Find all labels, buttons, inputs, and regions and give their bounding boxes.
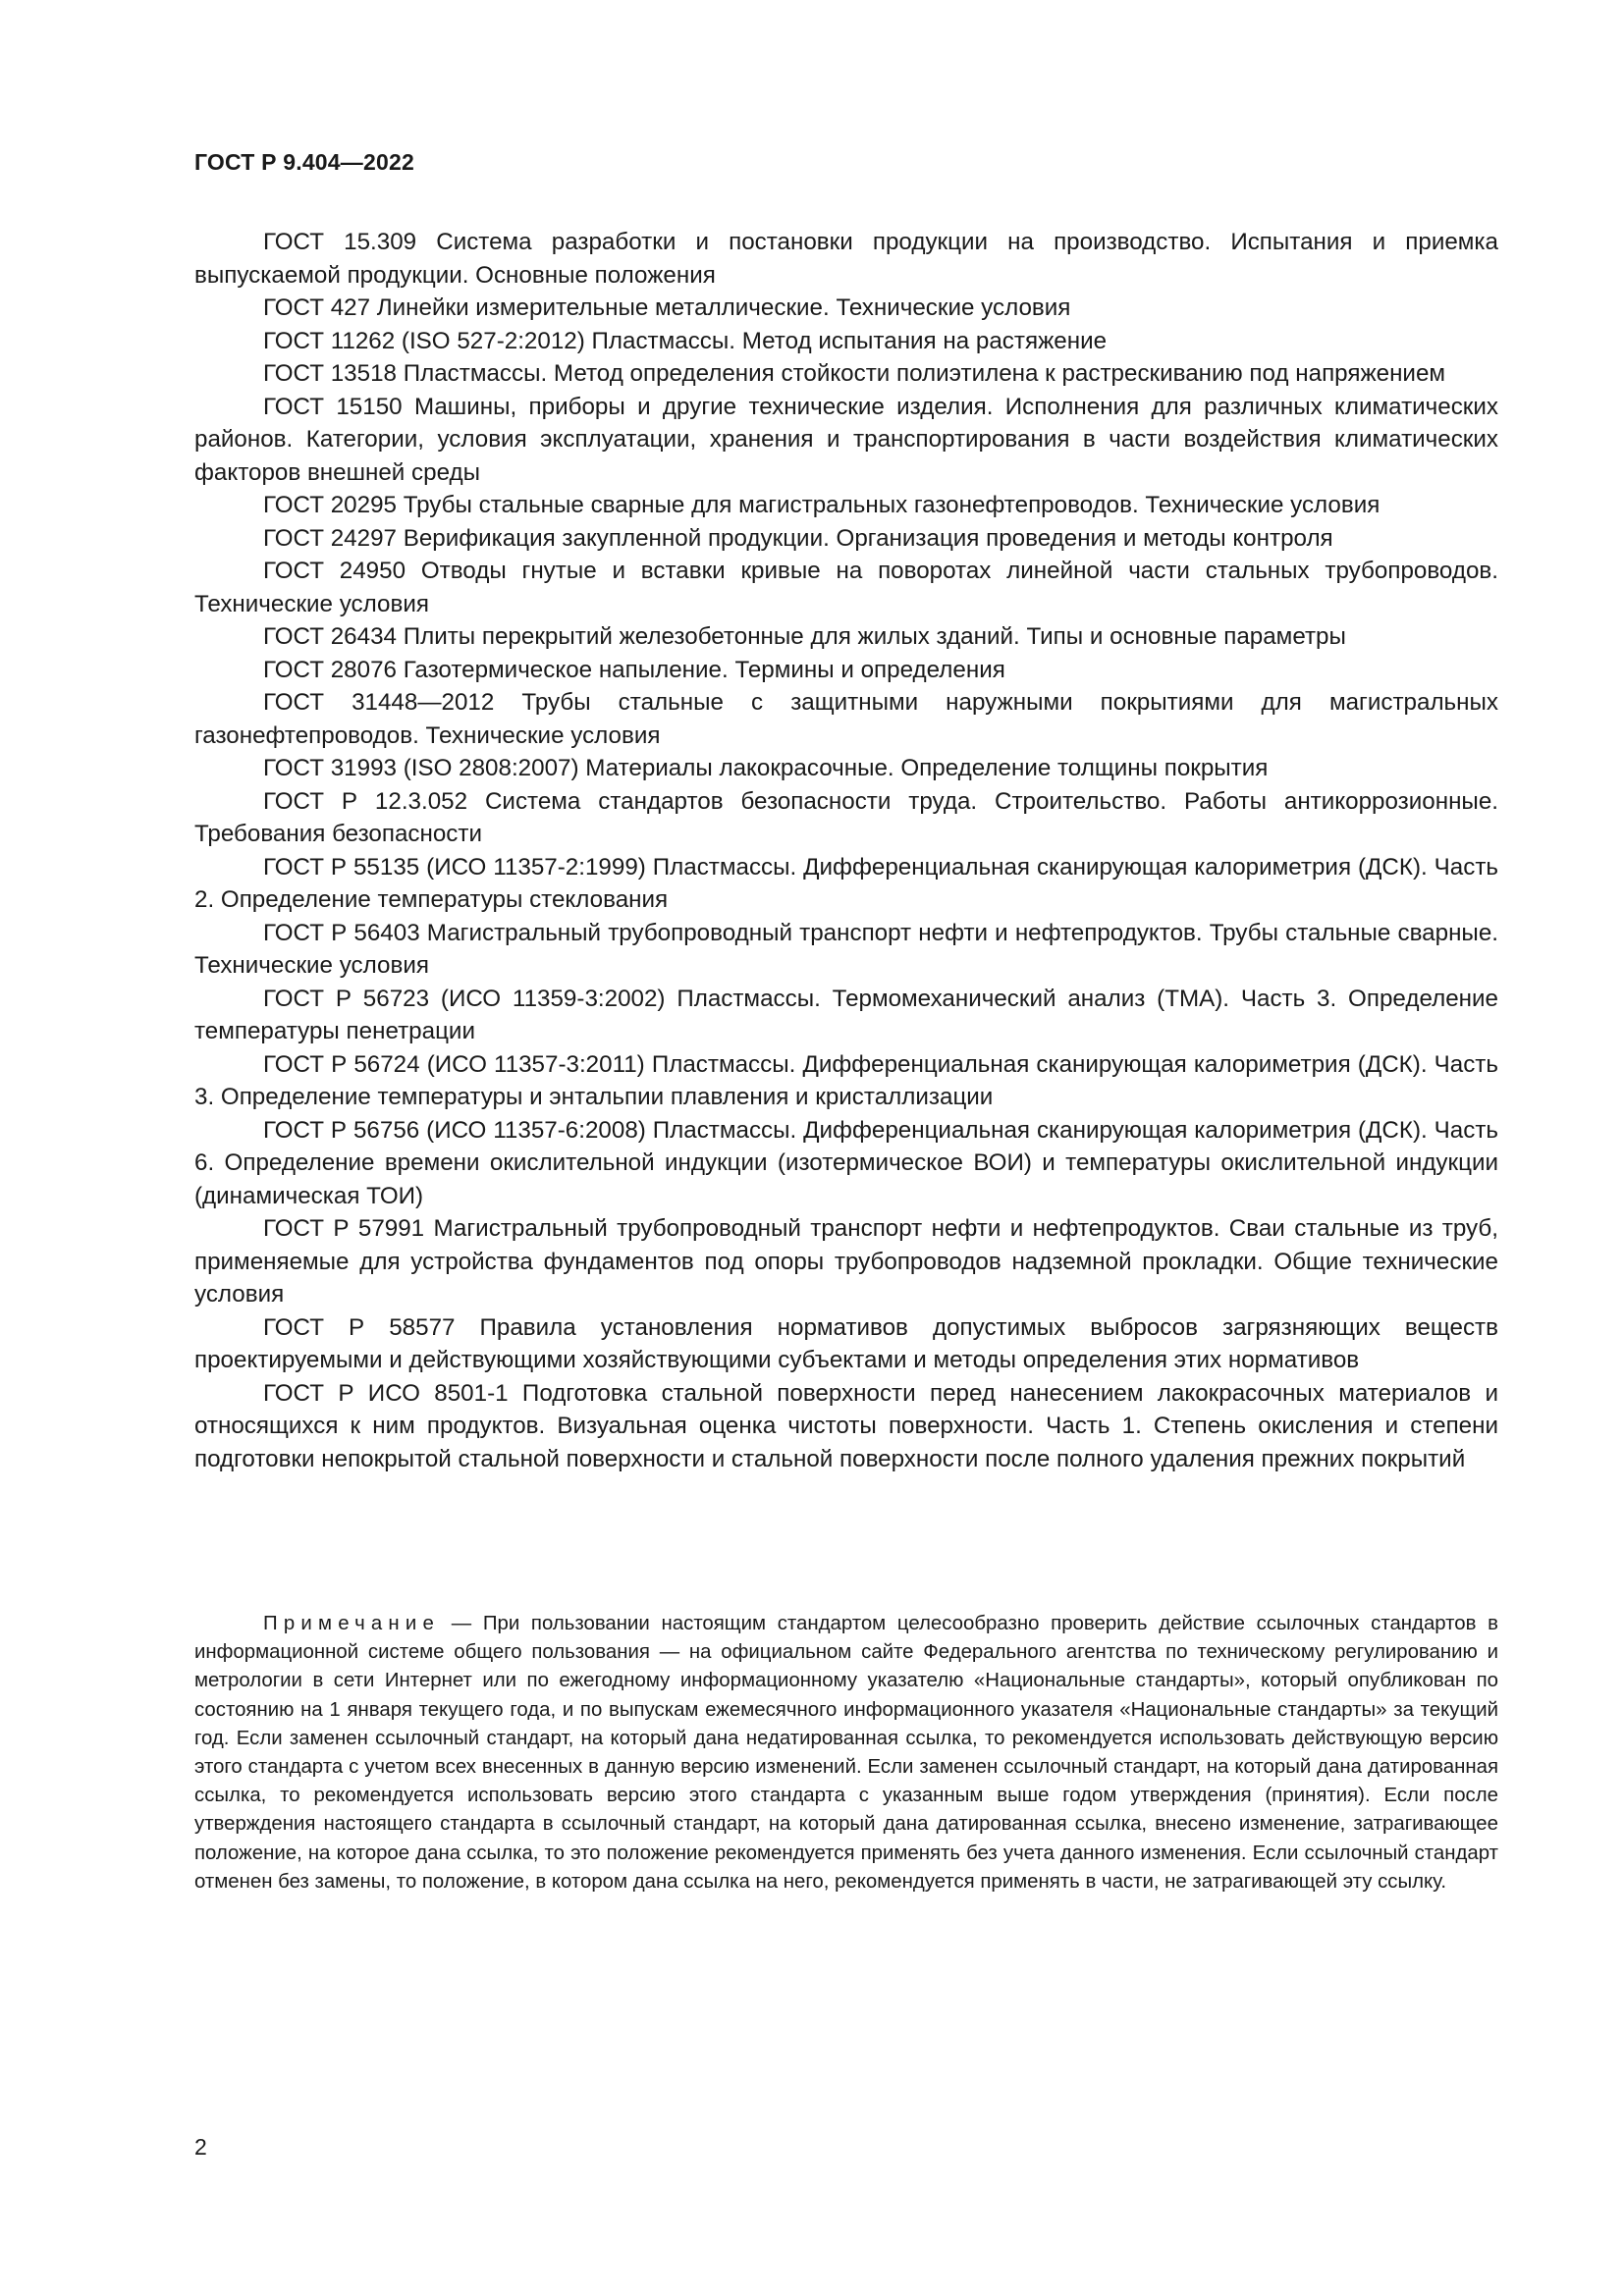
reference-item: ГОСТ 15150 Машины, приборы и другие технические изделия. Исполнения для различных климатических районов. Категории, условия эксплуатации, хранения и транспортирования в части воздействия климатических факторов внешней среды [194, 393, 1498, 486]
reference-item: ГОСТ 26434 Плиты перекрытий железобетонные для жилых зданий. Типы и основные параметры [263, 623, 1346, 650]
reference-item: ГОСТ Р 56403 Магистральный трубопроводный транспорт нефти и нефтепродуктов. Трубы стальные сварные. Технические условия [194, 919, 1498, 979]
reference-item: ГОСТ Р 57991 Магистральный трубопроводный транспорт нефти и нефтепродуктов. Сваи стальные из труб, применяемые для устройства фундаментов под опоры трубопроводов надземной прокладки. Общие технические условия [194, 1215, 1498, 1308]
reference-item: ГОСТ Р 56756 (ИСО 11357-6:2008) Пластмассы. Дифференциальная сканирующая калориметрия (ДСК). Часть 6. Определение времени окислительной индукции (изотермическое ВОИ) и температуры окислительной индукции (динамическая ТОИ) [194, 1116, 1498, 1209]
reference-item: ГОСТ Р 56723 (ИСО 11359-3:2002) Пластмассы. Термомеханический анализ (ТМА). Часть 3. Определение температуры пенетрации [194, 985, 1498, 1044]
reference-item: ГОСТ 13518 Пластмассы. Метод определения стойкости полиэтилена к растрескиванию под напряжением [263, 360, 1446, 387]
reference-item: ГОСТ Р 58577 Правила установления нормативов допустимых выбросов загрязняющих веществ проектируемыми и действующими хозяйствующими субъектами и методы определения этих нормативов [194, 1313, 1498, 1373]
reference-item: ГОСТ Р ИСО 8501-1 Подготовка стальной поверхности перед нанесением лакокрасочных материалов и относящихся к ним продуктов. Визуальная оценка чистоты поверхности. Часть 1. Степень окисления и степени подготовки непокрытой стальной поверхности и стальной поверхности после полного удаления прежних покрытий [194, 1379, 1498, 1472]
reference-item: ГОСТ 31448—2012 Трубы стальные с защитными наружными покрытиями для магистральных газонефтепроводов. Технические условия [194, 689, 1498, 749]
reference-item: ГОСТ Р 56724 (ИСО 11357-3:2011) Пластмассы. Дифференциальная сканирующая калориметрия (ДСК). Часть 3. Определение температуры и энтальпии плавления и кристаллизации [194, 1050, 1498, 1110]
reference-item: ГОСТ 20295 Трубы стальные сварные для магистральных газонефтепроводов. Технические условия [263, 492, 1380, 518]
reference-item: ГОСТ 427 Линейки измерительные металлические. Технические условия [263, 294, 1071, 321]
page-number: 2 [194, 2134, 207, 2160]
reference-item: ГОСТ 11262 (ISO 527-2:2012) Пластмассы. Метод испытания на растяжение [263, 327, 1108, 354]
reference-item: ГОСТ 24950 Отводы гнутые и вставки кривые на поворотах линейной части стальных трубопроводов. Технические условия [194, 558, 1498, 617]
reference-item: ГОСТ Р 55135 (ИСО 11357-2:1999) Пластмассы. Дифференциальная сканирующая калориметрия (ДСК). Часть 2. Определение температуры стеклования [194, 853, 1498, 913]
references-list [194, 226, 1498, 1475]
reference-item: ГОСТ 24297 Верификация закупленной продукции. Организация проведения и методы контроля [263, 524, 1333, 552]
reference-item: ГОСТ 15.309 Система разработки и постановки продукции на производство. Испытания и приемка выпускаемой продукции. Основные положения [194, 229, 1498, 289]
reference-item: ГОСТ Р 12.3.052 Система стандартов безопасности труда. Строительство. Работы антикоррозионные. Требования безопасности [194, 787, 1498, 847]
note-paragraph [194, 1610, 1498, 1896]
document-header: ГОСТ Р 9.404—2022 [194, 149, 414, 175]
note-text: — При пользовании настоящим стандартом целесообразно проверить действие ссылочных стандартов в информационной системе общего пользования — на официальном сайте Федерального агентства по техническому регулированию и метрологии в сети Интернет или по ежегодному информационному указателю «Национальные стандарты», который опубликован по состоянию на 1 января текущего года, и по выпускам ежемесячного информационного указателя «Национальные стандарты» за текущий год. Если заменен ссылочный стандарт, на который дана недатированная ссылка, то рекомендуется использовать действующую версию этого стандарта с учетом всех внесенных в данную версию изменений. Если заменен ссылочный стандарт, на который дана датированная ссылка, то рекомендуется использовать версию этого стандарта с указанным выше годом утверждения (принятия). Если после утверждения настоящего стандарта в ссылочный стандарт, на который дана датированная ссылка, внесено изменение, затрагивающее положение, на которое дана ссылка, то это положение рекомендуется применять без учета данного изменения. Если ссылочный стандарт отменен без замены, то положение, в котором дана ссылка на него, рекомендуется применять в части, не затрагивающей эту ссылку. [194, 1613, 1498, 1893]
reference-item: ГОСТ 31993 (ISO 2808:2007) Материалы лакокрасочные. Определение толщины покрытия [263, 755, 1269, 781]
note-label: Примечание [263, 1613, 441, 1634]
reference-item: ГОСТ 28076 Газотермическое напыление. Термины и определения [263, 656, 1005, 683]
